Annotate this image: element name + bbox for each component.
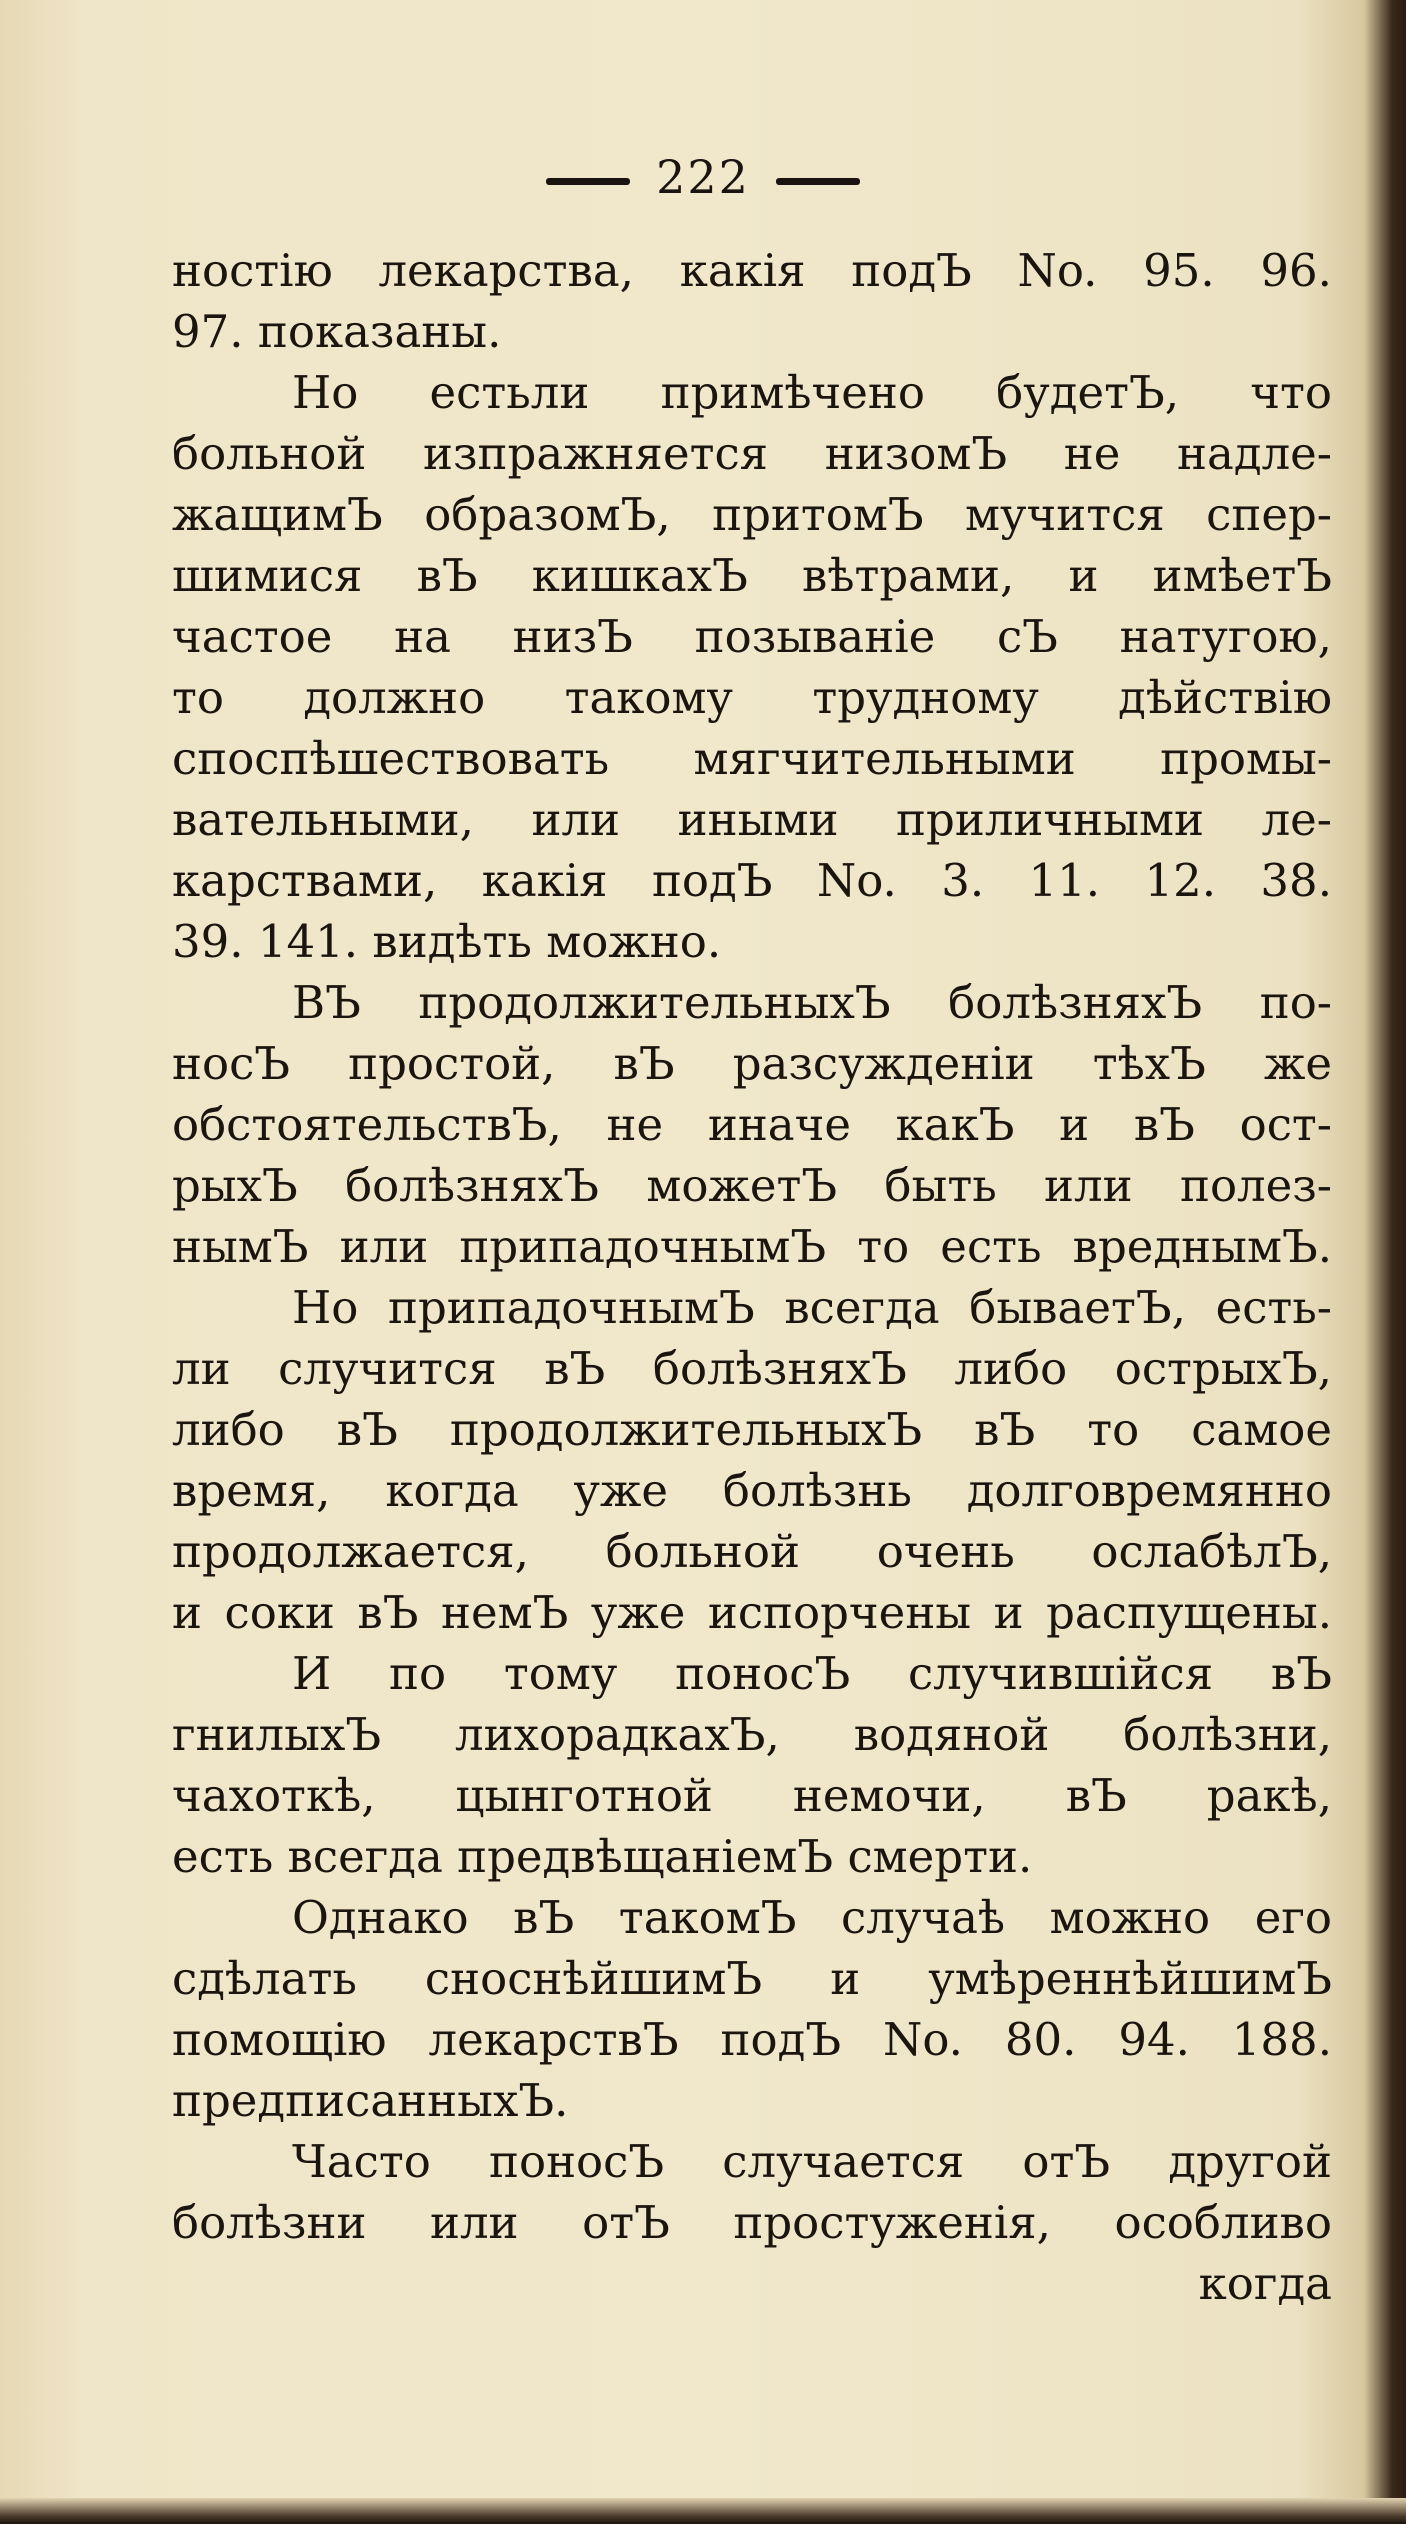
- text-line: гнилыхЪ лихорадкахЪ, водяной болѣзни,: [172, 1708, 1332, 1761]
- text-line: рыхЪ болѣзняхЪ можетЪ быть или полез-: [172, 1159, 1332, 1212]
- text-line: Но естьли примѣчено будетЪ, что: [292, 366, 1332, 419]
- text-line: Однако вЪ такомЪ случаѣ можно его: [292, 1891, 1332, 1944]
- text-line: ВЪ продолжительныхЪ болѣзняхЪ по-: [292, 976, 1332, 1029]
- right-header-rule: [776, 178, 860, 185]
- text-line: 39. 141. видѣть можно.: [172, 915, 722, 968]
- text-line: продолжается, больной очень ослабѣлЪ,: [172, 1525, 1332, 1578]
- text-line: Часто поносЪ случается отЪ другой: [292, 2135, 1332, 2188]
- text-line: чахоткѣ, цынготной немочи, вЪ ракѣ,: [172, 1769, 1332, 1822]
- text-line: помощію лекарствЪ подЪ No. 80. 94. 188.: [172, 2013, 1332, 2066]
- text-line: шимися вЪ кишкахЪ вѣтрами, и имѣетЪ: [172, 549, 1332, 602]
- text-line: карствами, какія подЪ No. 3. 11. 12. 38.: [172, 854, 1332, 907]
- text-line: и соки вЪ немЪ уже испорчены и распущены.: [172, 1586, 1332, 1639]
- text-line: ностію лекарства, какія подЪ No. 95. 96.: [172, 244, 1332, 297]
- body-text: [172, 240, 1332, 2314]
- text-line: И по тому поносЪ случившійся вЪ: [292, 1647, 1332, 1700]
- text-line: время, когда уже болѣзнь долговремянно: [172, 1464, 1332, 1517]
- text-line: сдѣлать сноснѣйшимЪ и умѣреннѣйшимЪ: [172, 1952, 1332, 2005]
- text-line: то должно такому трудному дѣйствію: [172, 671, 1332, 724]
- text-line: предписанныхЪ.: [172, 2074, 569, 2127]
- text-line: больной изпражняется низомЪ не надле-: [172, 427, 1332, 480]
- page-header: [0, 150, 1406, 204]
- left-header-rule: [546, 178, 630, 185]
- text-line: обстоятельствЪ, не иначе какЪ и вЪ ост-: [172, 1098, 1332, 1151]
- text-line: частое на низЪ позываніе сЪ натугою,: [172, 610, 1332, 663]
- text-line: есть всегда предвѣщаніемЪ смерти.: [172, 1830, 1033, 1883]
- text-line: ли случится вЪ болѣзняхЪ либо острыхЪ,: [172, 1342, 1332, 1395]
- text-line: либо вЪ продолжительныхЪ вЪ то самое: [172, 1403, 1332, 1456]
- text-line: болѣзни или отЪ простуженія, особливо: [172, 2196, 1332, 2249]
- text-line: споспѣшествовать мягчительными промы-: [172, 732, 1332, 785]
- text-line: когда: [1198, 2257, 1332, 2310]
- text-line: вательными, или иными приличными ле-: [172, 793, 1332, 846]
- text-line: 97. показаны.: [172, 305, 502, 358]
- text-line: носЪ простой, вЪ разсужденіи тѣхЪ же: [172, 1037, 1332, 1090]
- text-line: жащимЪ образомЪ, притомЪ мучится спер-: [172, 488, 1332, 541]
- text-line: нымЪ или припадочнымЪ то есть вреднымЪ.: [172, 1220, 1332, 1273]
- page-number: 222: [656, 150, 750, 204]
- page-edge-shadow: [0, 2498, 1406, 2524]
- text-line: Но припадочнымЪ всегда бываетЪ, есть-: [292, 1281, 1332, 1334]
